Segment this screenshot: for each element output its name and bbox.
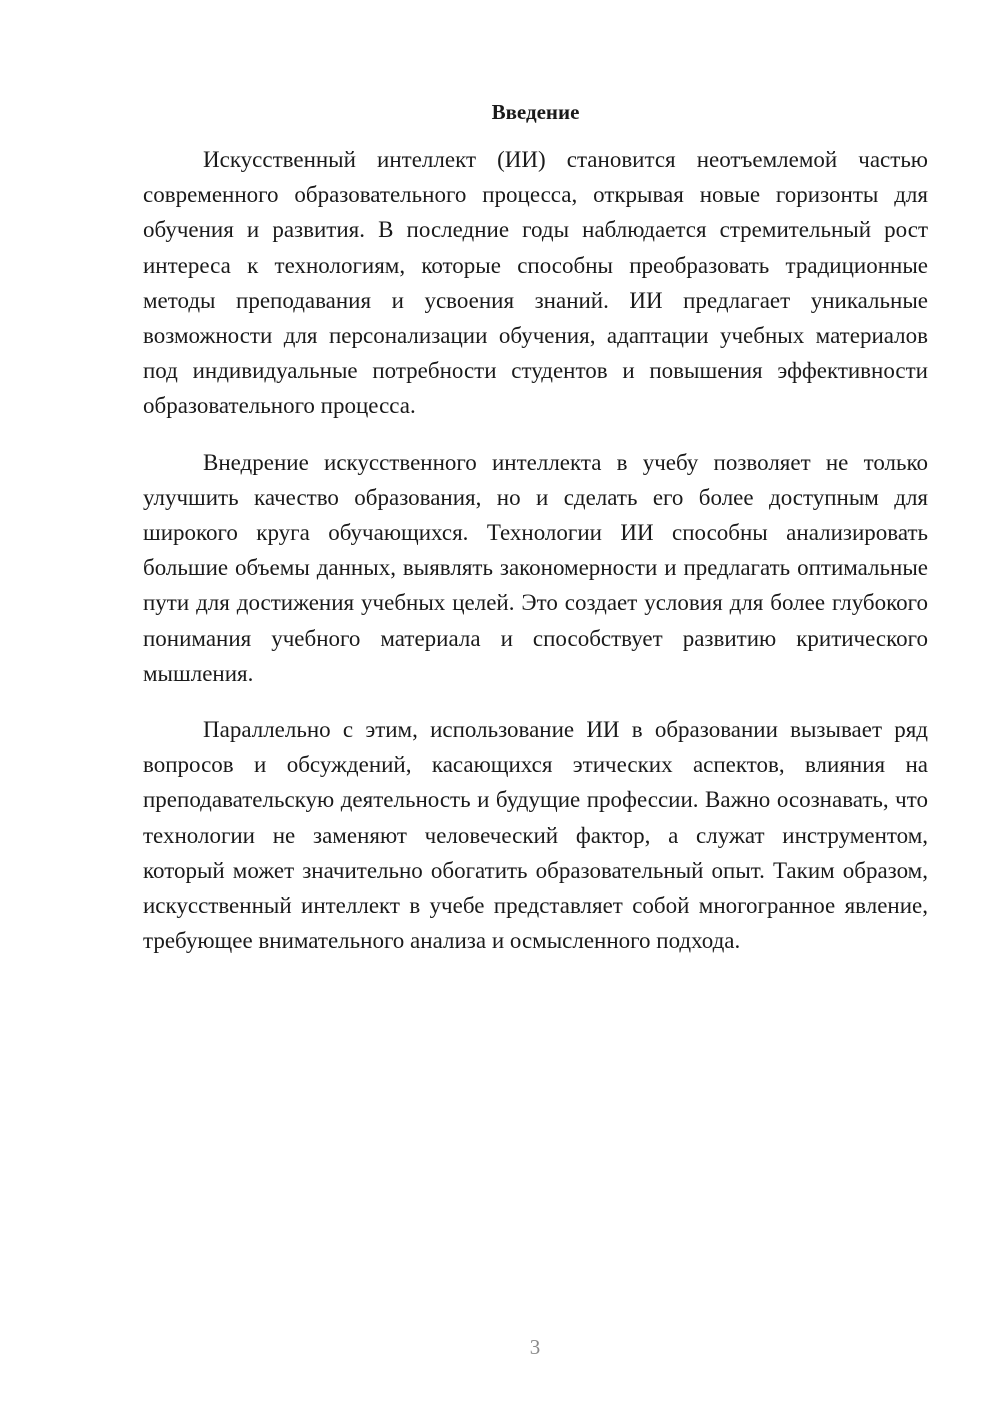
page-number: 3 bbox=[529, 1335, 541, 1359]
body-text bbox=[143, 142, 928, 979]
section-heading: Введение bbox=[491, 100, 580, 124]
paragraph-1: Искусственный интеллект (ИИ) становится неотъемлемой частью современного образовательного процесса, открывая новые горизонты для обучения и развития. В последние годы наблюдается стремительный рост интереса к технологиям, которые способны преобразовать традиционные методы преподавания и усвоения знаний. ИИ предлагает уникальные возможности для персонализации обучения, адаптации учебных материалов под индивидуальные потребности студентов и повышения эффективности образовательного процесса. bbox=[143, 147, 928, 419]
paragraph-2: Внедрение искусственного интеллекта в учебу позволяет не только улучшить качество образования, но и сделать его более доступным для широкого круга обучающихся. Технологии ИИ способны анализировать большие объемы данных, выявлять закономерности и предлагать оптимальные пути для достижения учебных целей. Это создает условия для более глубокого понимания учебного материала и способствует развитию критического мышления. bbox=[143, 449, 928, 686]
paragraph-3: Параллельно с этим, использование ИИ в образовании вызывает ряд вопросов и обсуждений, касающихся этических аспектов, влияния на преподавательскую деятельность и будущие профессии. Важно осознавать, что технологии не заменяют человеческий фактор, а служат инструментом, который может значительно обогатить образовательный опыт. Таким образом, искусственный интеллект в учебе представляет собой многогранное явление, требующее внимательного анализа и осмысленного подхода. bbox=[143, 717, 928, 954]
